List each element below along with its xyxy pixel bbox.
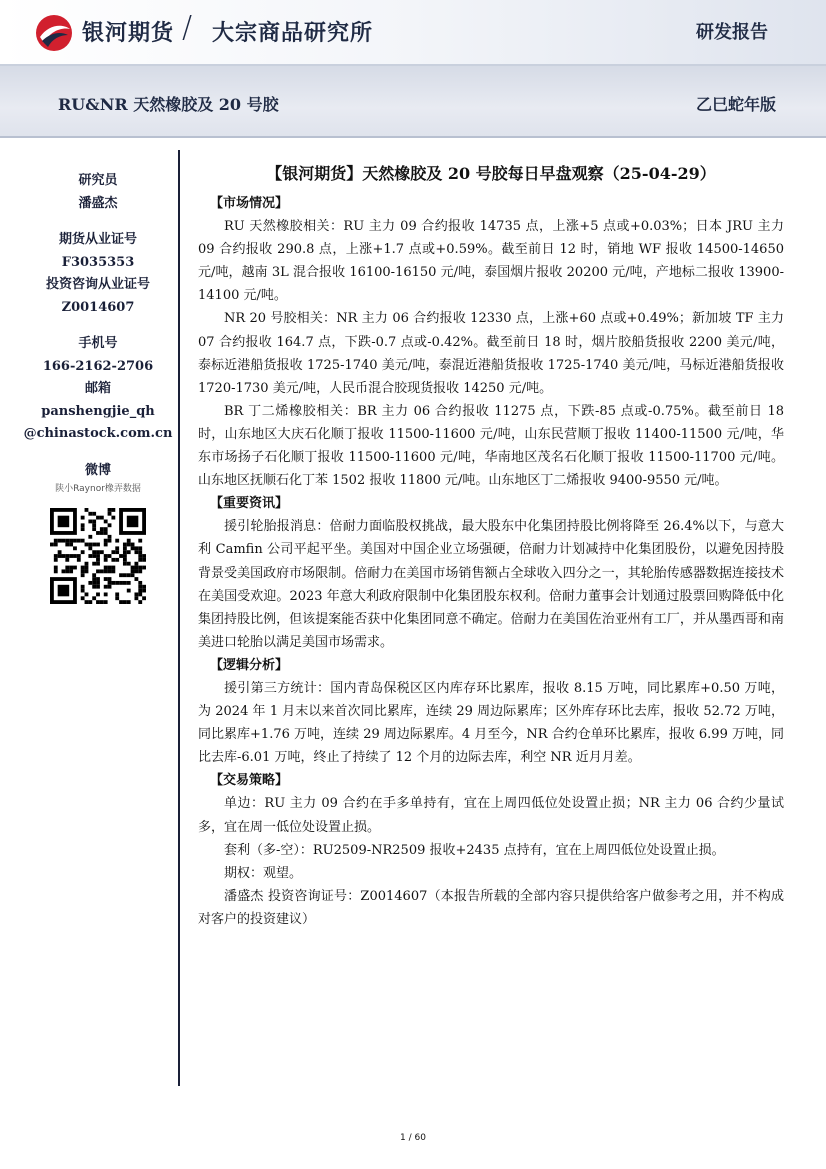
section-heading: 【市场情况】	[210, 196, 289, 211]
institute-name: 大宗商品研究所	[212, 21, 374, 46]
report-type: 研发报告	[696, 22, 768, 43]
section-heading: 【交易策略】	[210, 773, 289, 789]
page-number: 1 / 60	[400, 1133, 426, 1143]
header-top-bar	[0, 0, 826, 66]
paragraph: 援引轮胎报消息：倍耐力面临股权挑战，最大股东中化集团持股比例将降至 26.4%以下，与意大利 Camfin 公司平起平坐。美国对中国企业立场强硬，倍耐力计划减持中化集团股份，以避免因持股背景受美国政府市场限制。倍耐力在美国市场销售额占全球收入四分之一，其轮胎传感器数据连接技术在美国受欢迎。2023 年意大利政府限制中化集团股东权利。倍耐力董事会计划通过股票回购降低中化集团持股比例，但该提案能否获中化集团同意不确定。倍耐力在美国佐治亚州有工厂，并从墨西哥和南美进口轮胎以满足美国市场需求。	[198, 519, 784, 650]
email-label: 邮箱	[84, 381, 111, 396]
paragraph: 潘盛杰 投资咨询证号：Z0014607（本报告所载的全部内容只提供给客户做参考之用，并不构成对客户的投资建议）	[198, 888, 784, 927]
analyst-role: 研究员	[78, 173, 118, 188]
report-body	[198, 160, 784, 931]
weibo-label: 微博	[84, 462, 111, 478]
brand-name: 银河期货	[82, 21, 175, 46]
paragraph: BR 丁二烯橡胶相关：BR 主力 06 合约报收 11275 点，下跌-85 点或-0.75%。截至前日 18 时，山东地区大庆石化顺丁报收 11500-11600 元/吨，山东民营顺丁报收 11400-11500 元/吨，华东市场扬子石化顺丁报收 11500-11600 元/吨，华南地区茂名石化顺丁报收 11500-11700 元/吨。山东地区抚顺石化丁苯 1502 报收 11800 元/吨。山东地区丁二烯报收 9400-9550 元/吨。	[198, 403, 784, 489]
report-title: 【银河期货】天然橡胶及 20 号胶每日早盘观察（25-04-29）	[266, 164, 716, 183]
edition-label: 乙巳蛇年版	[695, 95, 776, 114]
paragraph: 援引第三方统计：国内青岛保税区区内库存环比累库，报收 8.15 万吨，同比累库+0.50 万吨，为 2024 年 1 月末以来首次同比累库，连续 29 周边际累库；区外库存环比去库，报收 52.72 万吨，同比累库+1.76 万吨，连续 29 周边际累库。4 月至今，NR 合约仓单环比累库，报收 6.99 万吨，同比去库-6.01 万吨，终止了持续了 12 个月的边际去库，利空 NR 近月月差。	[198, 680, 784, 766]
advisory-cert-number: Z0014607	[61, 299, 135, 315]
email-user: panshengjie_qh	[41, 403, 155, 419]
paragraph: 期权：观望。	[224, 865, 303, 881]
weibo-account: 陕小Raynor橡弄数据	[55, 484, 141, 494]
paragraph: NR 20 号胶相关：NR 主力 06 合约报收 12330 点，上涨+60 点或+0.49%；新加坡 TF 主力 07 合约报收 164.7 点，下跌-0.7 点或-0.42%。截至前日 18 时，烟片胶船货报收 2200 美元/吨，泰标近港船货报收 1725-1740 美元/吨，泰混近港船货报收 1725-1740 美元/吨，马标近港船货报收 1720-1730 美元/吨，人民币混合胶现货报收 14250 元/吨。	[198, 311, 784, 396]
futures-cert-label: 期货从业证号	[58, 232, 137, 247]
analyst-name: 潘盛杰	[78, 195, 118, 211]
advisory-cert-label: 投资咨询从业证号	[45, 277, 150, 292]
header-separator: /	[182, 10, 193, 45]
analyst-sidebar	[20, 170, 176, 608]
product-title: RU&NR 天然橡胶及 20 号胶	[58, 95, 279, 114]
phone-label: 手机号	[78, 336, 118, 351]
section-heading: 【重要资讯】	[210, 496, 289, 512]
email-domain: @chinastock.com.cn	[23, 426, 173, 441]
sidebar-divider	[178, 150, 180, 1086]
qr-code-icon	[50, 508, 146, 604]
paragraph: 套利（多-空）：RU2509-NR2509 报收+2435 点持有，宜在上周四低位处设置止损。	[224, 842, 725, 858]
futures-cert-number: F3035353	[61, 254, 135, 270]
galaxy-futures-logo-icon	[34, 13, 74, 53]
paragraph: RU 天然橡胶相关：RU 主力 09 合约报收 14735 点，上涨+5 点或+0.03%；日本 JRU 主力 09 合约报收 290.8 点，上涨+1.7 点或+0.59%。截至前日 12 时，销地 WF 报收 14500-14650 元/吨，越南 3L 混合报收 16100-16150 元/吨，泰国烟片报收 20200 元/吨，产地标二报收 13900-14100 元/吨。	[198, 219, 784, 304]
section-heading: 【逻辑分析】	[210, 657, 289, 673]
paragraph: 单边：RU 主力 09 合约在手多单持有，宜在上周四低位处设置止损；NR 主力 06 合约少量试多，宜在周一低位处设置止损。	[198, 796, 784, 835]
phone-number: 166-2162-2706	[42, 358, 154, 374]
